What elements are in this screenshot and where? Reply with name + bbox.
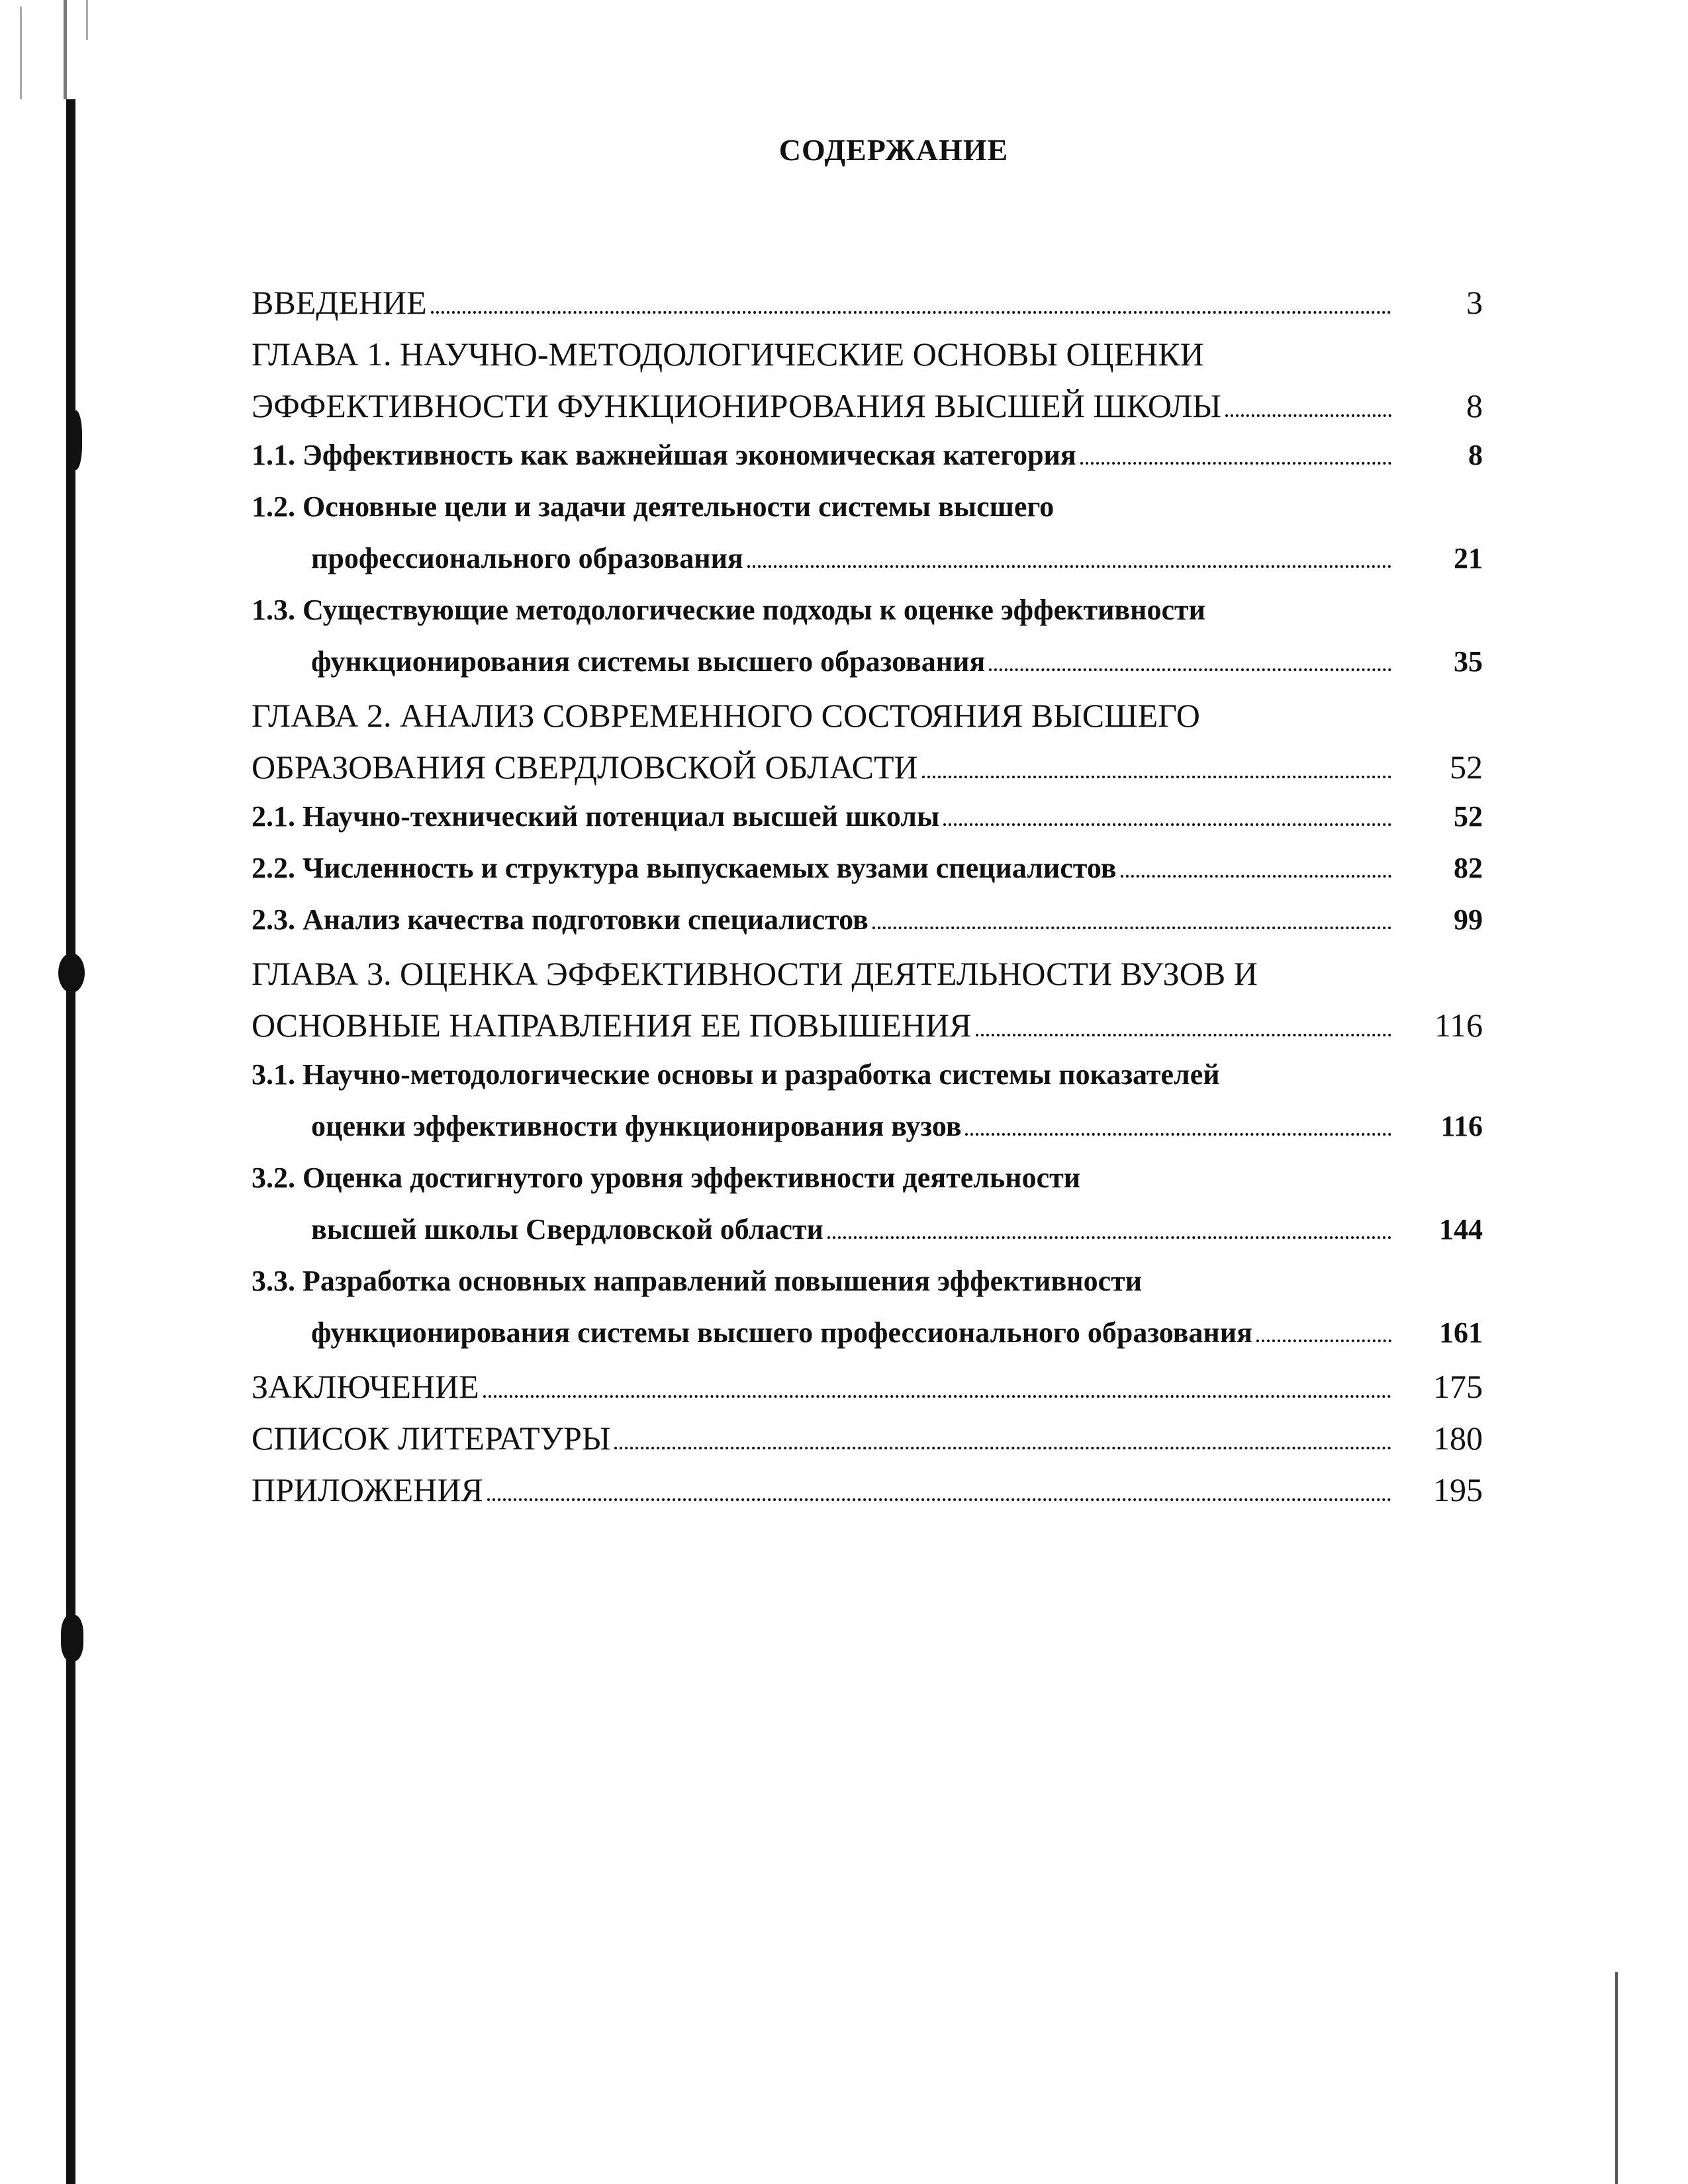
toc-entry-text: ПРИЛОЖЕНИЯ (252, 1471, 483, 1508)
toc-line (252, 696, 1483, 748)
toc-line (252, 799, 1483, 851)
toc-entry-text: 3.3. Разработка основных направлений повышения эффективности (252, 1265, 1143, 1297)
dot-leader (1256, 1340, 1391, 1342)
toc-entry-text: 3.2. Оценка достигнутого уровня эффективности деятельности (252, 1161, 1081, 1194)
scan-speck (20, 7, 22, 99)
page-number: 161 (1439, 1316, 1483, 1349)
page-number: 21 (1454, 542, 1483, 574)
toc-entry-text: ОБРАЗОВАНИЯ СВЕРДЛОВСКОЙ ОБЛАСТИ (252, 749, 918, 786)
scan-blot (58, 953, 85, 993)
toc-line (252, 851, 1483, 903)
toc-entry-text: ЭФФЕКТИВНОСТИ ФУНКЦИОНИРОВАНИЯ ВЫСШЕЙ ШКОЛЫ (252, 387, 1222, 424)
toc-line (252, 541, 1483, 593)
toc-chapter (252, 954, 1483, 1058)
toc-line (252, 1367, 1483, 1419)
toc-line (252, 1212, 1483, 1264)
dot-leader (989, 668, 1391, 671)
page-number: 8 (1468, 439, 1483, 471)
toc-section (252, 1058, 1483, 1161)
page-number: 144 (1439, 1213, 1483, 1246)
toc-entry-text: функционирования системы высшего образования (311, 645, 986, 678)
toc-chapter (252, 1367, 1483, 1419)
page-title: СОДЕРЖАНИЕ (778, 133, 1009, 167)
toc-section (252, 438, 1483, 490)
page-number: 8 (1466, 387, 1483, 424)
toc-line (252, 283, 1483, 335)
toc-entry-text: ГЛАВА 3. ОЦЕНКА ЭФФЕКТИВНОСТИ ДЕЯТЕЛЬНОСТИ ВУЗОВ И (252, 955, 1258, 992)
scan-speck (86, 0, 88, 40)
dot-leader (976, 1034, 1392, 1036)
toc-line (252, 1058, 1483, 1109)
toc-section (252, 593, 1483, 696)
toc-chapter (252, 696, 1483, 799)
toc-line (252, 1109, 1483, 1161)
toc-line (252, 438, 1483, 490)
toc-line (252, 903, 1483, 954)
dot-leader (965, 1133, 1391, 1136)
toc-line (252, 1419, 1483, 1471)
toc-chapter (252, 283, 1483, 335)
toc-line (252, 1316, 1483, 1367)
dot-leader (747, 565, 1391, 568)
toc-chapter (252, 1419, 1483, 1471)
toc-chapter (252, 1471, 1483, 1522)
toc-line (252, 335, 1483, 387)
toc-line (252, 954, 1483, 1006)
scan-blot (66, 410, 82, 470)
toc-section (252, 490, 1483, 593)
table-of-contents (252, 283, 1483, 1522)
toc-entry-text: оценки эффективности функционирования вузов (311, 1110, 962, 1142)
toc-entry-text: ГЛАВА 2. АНАЛИЗ СОВРЕМЕННОГО СОСТОЯНИЯ ВЫСШЕГО (252, 697, 1200, 734)
dot-leader (1225, 414, 1391, 417)
dot-leader (487, 1498, 1391, 1501)
toc-entry-text: ГЛАВА 1. НАУЧНО-МЕТОДОЛОГИЧЕСКИЕ ОСНОВЫ ОЦЕНКИ (252, 336, 1204, 373)
dot-leader (483, 1395, 1391, 1398)
toc-entry-text: 3.1. Научно-методологические основы и разработка системы показателей (252, 1058, 1220, 1091)
page-number: 3 (1466, 284, 1483, 321)
toc-section (252, 851, 1483, 903)
scan-margin-line (1615, 1972, 1618, 2184)
toc-line (252, 1161, 1483, 1212)
page-number: 116 (1434, 1007, 1483, 1044)
toc-line (252, 645, 1483, 696)
toc-entry-text: высшей школы Свердловской области (311, 1213, 823, 1246)
dot-leader (614, 1447, 1391, 1449)
scan-edge-top (64, 0, 67, 99)
page-number: 180 (1433, 1420, 1483, 1457)
toc-line (252, 490, 1483, 541)
toc-section (252, 1161, 1483, 1264)
toc-entry-text: СПИСОК ЛИТЕРАТУРЫ (252, 1420, 611, 1457)
page-number: 52 (1454, 800, 1483, 833)
page-number: 195 (1433, 1471, 1483, 1508)
toc-section (252, 903, 1483, 954)
toc-entry-text: ВВЕДЕНИЕ (252, 284, 427, 321)
toc-entry-text: 2.1. Научно-технический потенциал высшей школы (252, 800, 940, 833)
page-number: 82 (1454, 852, 1483, 884)
toc-entry-text: ОСНОВНЫЕ НАПРАВЛЕНИЯ ЕЕ ПОВЫШЕНИЯ (252, 1007, 972, 1044)
toc-line (252, 1264, 1483, 1316)
scan-blot (61, 1615, 83, 1661)
dot-leader (827, 1236, 1391, 1239)
page-number: 35 (1454, 645, 1483, 678)
dot-leader (1080, 462, 1391, 465)
page-number: 175 (1433, 1368, 1483, 1405)
toc-line (252, 748, 1483, 799)
toc-line (252, 387, 1483, 438)
dot-leader (431, 311, 1391, 314)
toc-line (252, 593, 1483, 645)
toc-section (252, 799, 1483, 851)
dot-leader (1121, 875, 1392, 878)
toc-entry-text: 1.2. Основные цели и задачи деятельности системы высшего (252, 490, 1055, 523)
toc-section (252, 1264, 1483, 1367)
dot-leader (872, 927, 1391, 929)
page-number: 116 (1440, 1110, 1483, 1142)
dot-leader (943, 823, 1391, 826)
toc-entry-text: профессионального образования (311, 542, 743, 574)
toc-entry-text: 2.2. Численность и структура выпускаемых вузами специалистов (252, 852, 1117, 884)
toc-entry-text: 1.3. Существующие методологические подходы к оценке эффективности (252, 594, 1206, 626)
toc-entry-text: ЗАКЛЮЧЕНИЕ (252, 1368, 479, 1405)
dot-leader (922, 776, 1391, 778)
toc-line (252, 1006, 1483, 1058)
toc-entry-text: функционирования системы высшего профессионального образования (311, 1316, 1252, 1349)
toc-entry-text: 2.3. Анализ качества подготовки специалистов (252, 903, 868, 936)
toc-chapter (252, 335, 1483, 438)
toc-line (252, 1471, 1483, 1522)
toc-entry-text: 1.1. Эффективность как важнейшая экономическая категория (252, 439, 1076, 471)
page-number: 52 (1450, 749, 1483, 786)
page-number: 99 (1454, 903, 1483, 936)
